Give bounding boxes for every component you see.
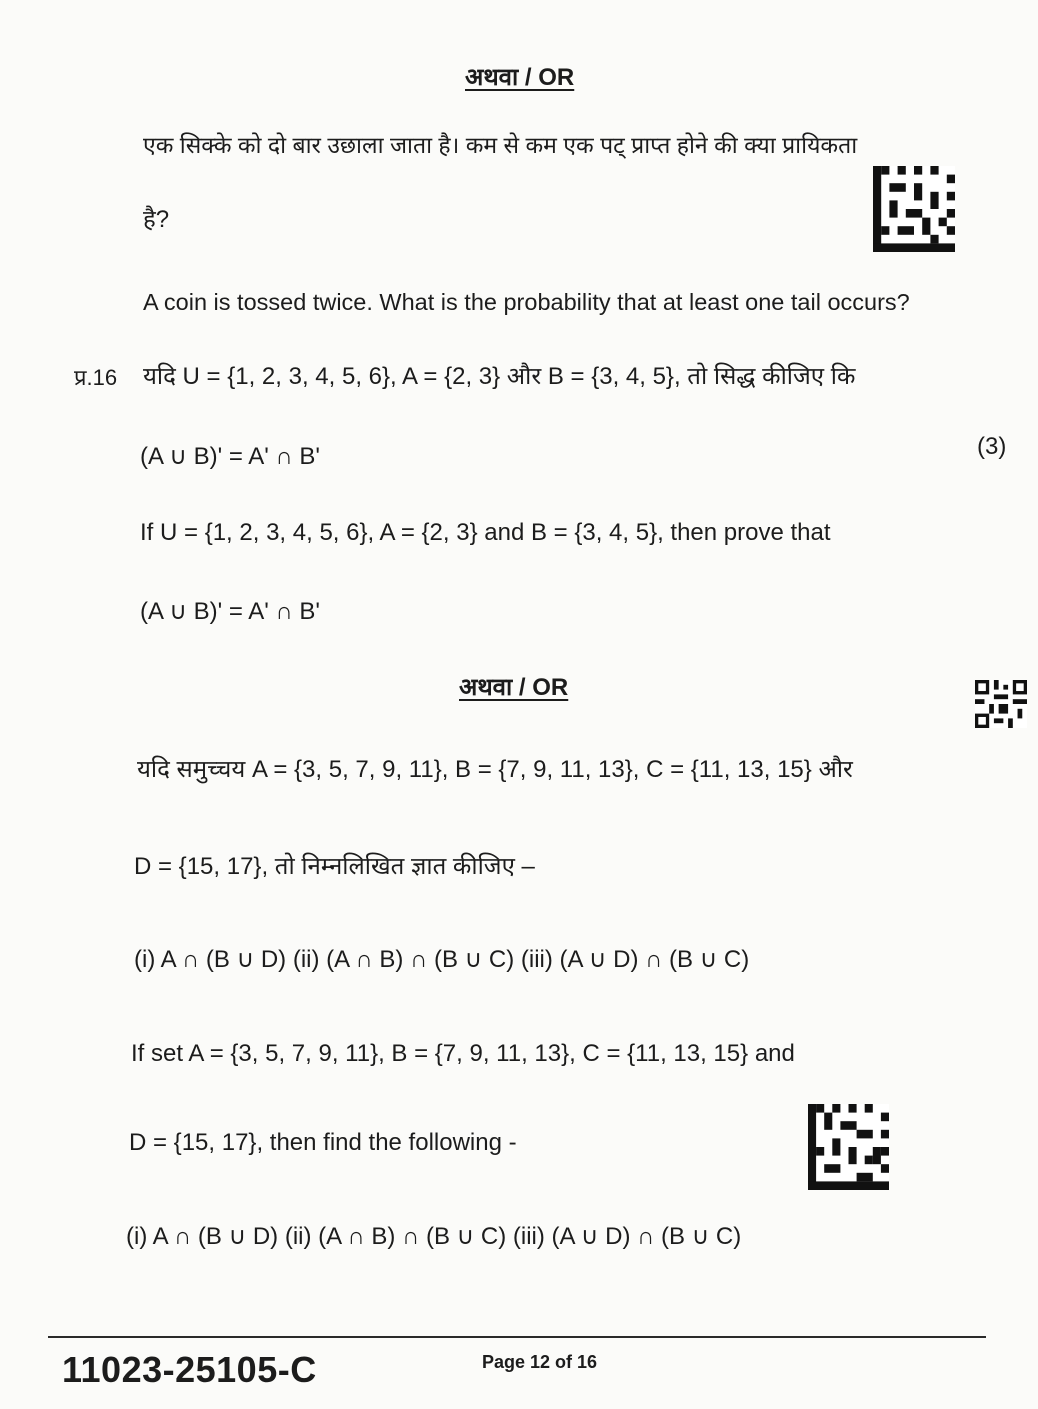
- question-text-hindi: D = {15, 17}, तो निम्नलिखित ज्ञात कीजिए –: [134, 853, 535, 880]
- footer-divider: [48, 1336, 986, 1338]
- datamatrix-code: [808, 1104, 889, 1190]
- datamatrix-icon: [873, 166, 955, 252]
- question-text-english: A coin is tossed twice. What is the probability that at least one tail occurs?: [143, 289, 910, 315]
- question-text-hindi: यदि U = {1, 2, 3, 4, 5, 6}, A = {2, 3} और B = {3, 4, 5}, तो सिद्ध कीजिए कि: [143, 363, 856, 390]
- question-text-hindi: है?: [143, 206, 170, 233]
- qr-icon: [975, 680, 1027, 728]
- datamatrix-icon: [808, 1104, 889, 1190]
- question-parts: (i) A ∩ (B ∪ D) (ii) (A ∩ B) ∩ (B ∪ C) (iii) (A ∪ D) ∩ (B ∪ C): [126, 1223, 742, 1250]
- page-number: Page 12 of 16: [482, 1352, 598, 1372]
- set-identity: (A ∪ B)' = A' ∩ B': [140, 598, 320, 625]
- question-text-hindi: एक सिक्के को दो बार उछाला जाता है। कम से कम एक पट् प्राप्त होने की क्या प्रायिकता: [143, 132, 858, 158]
- question-text-english: If U = {1, 2, 3, 4, 5, 6}, A = {2, 3} and B = {3, 4, 5}, then prove that: [140, 519, 831, 546]
- question-text-english: If set A = {3, 5, 7, 9, 11}, B = {7, 9, 11, 13}, C = {11, 13, 15} and: [131, 1040, 795, 1067]
- question-text-hindi: यदि समुच्चय A = {3, 5, 7, 9, 11}, B = {7, 9, 11, 13}, C = {11, 13, 15} और: [137, 756, 853, 783]
- marks-label: (3): [977, 433, 1007, 460]
- or-heading: अथवा / OR: [465, 64, 575, 91]
- question-number: प्र.16: [74, 365, 118, 390]
- question-parts: (i) A ∩ (B ∪ D) (ii) (A ∩ B) ∩ (B ∪ C) (iii) (A ∪ D) ∩ (B ∪ C): [134, 946, 750, 973]
- set-identity: (A ∪ B)' = A' ∩ B': [140, 443, 320, 470]
- qr-code: [975, 680, 1027, 728]
- paper-code: 11023-25105-C: [62, 1349, 317, 1390]
- or-heading: अथवा / OR: [459, 674, 569, 701]
- datamatrix-code: [873, 166, 955, 252]
- question-text-english: D = {15, 17}, then find the following -: [129, 1129, 517, 1156]
